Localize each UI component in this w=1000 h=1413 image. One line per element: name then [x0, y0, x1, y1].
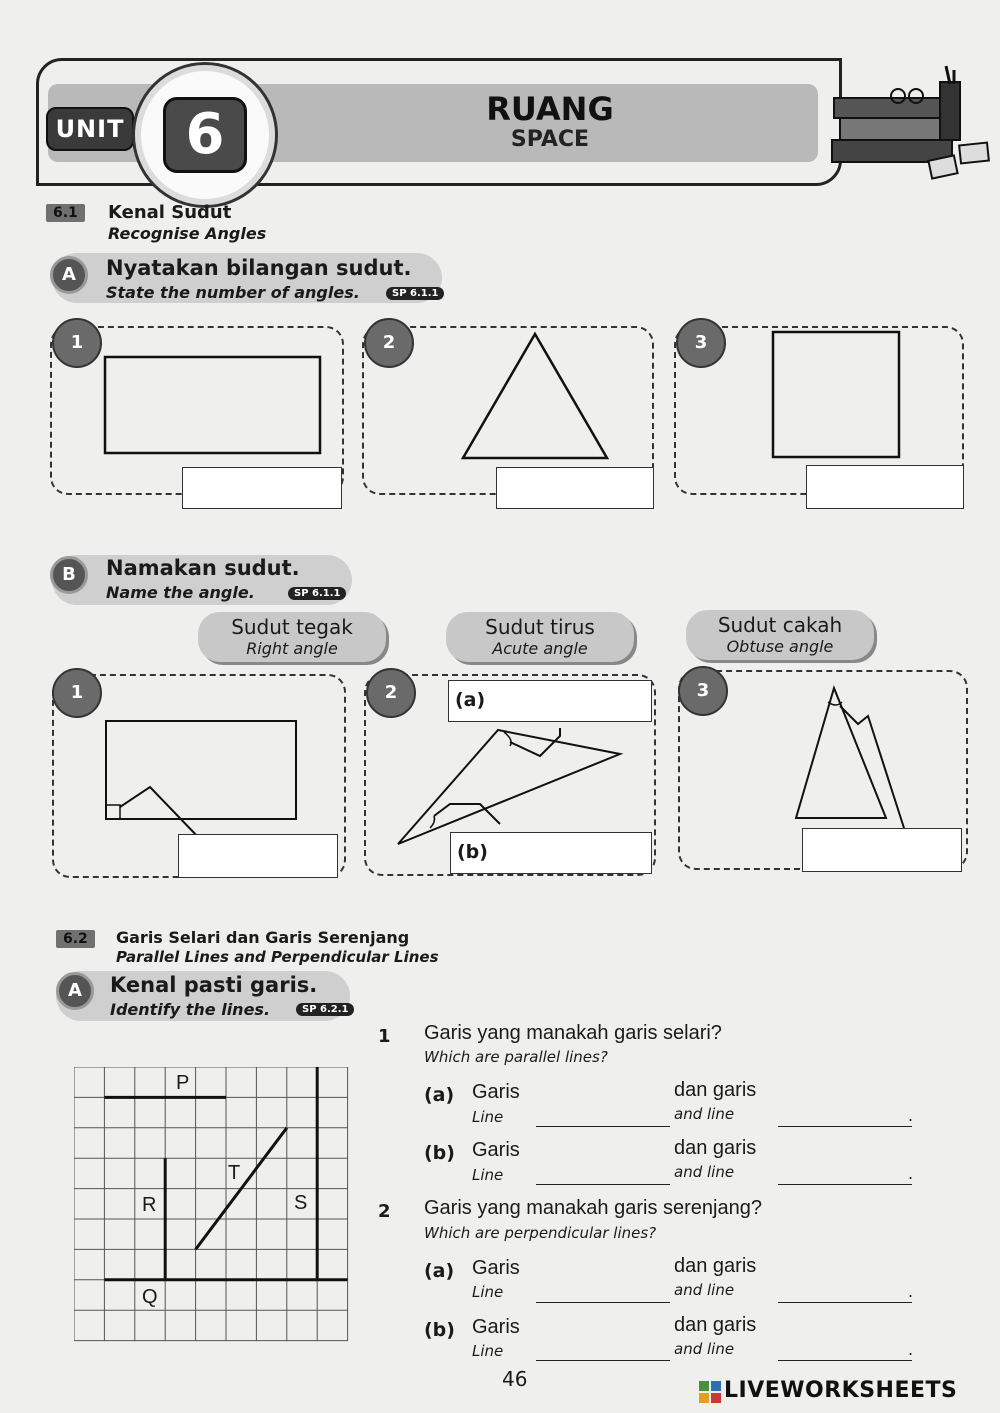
liveworksheets-logo-icon: [698, 1380, 722, 1404]
q1b-word-line: Garis: [472, 1139, 520, 1161]
rectangle-shape: [100, 352, 325, 457]
q2-part-b-letter: (b): [424, 1319, 455, 1341]
item-number-badge: 2: [366, 668, 416, 718]
angle-count-input-1[interactable]: [183, 468, 341, 508]
acute-triangle-figure: [790, 684, 910, 834]
q1b-period: .: [908, 1164, 914, 1183]
books-illustration-icon: [820, 62, 998, 184]
unit-label: UNIT: [46, 107, 134, 151]
part-b-letter: B: [50, 556, 88, 594]
item-number-badge: 1: [52, 318, 102, 368]
page-subtitle: SPACE: [510, 127, 590, 152]
q1a-word-line: Garis: [472, 1081, 520, 1103]
label-b: (b): [457, 841, 488, 863]
grid-label-t: T: [228, 1162, 241, 1184]
part-a2-subtitle: Identify the lines.: [110, 1000, 271, 1019]
question-sub-2: Which are perpendicular lines?: [424, 1224, 657, 1242]
section-subtitle-6-1: Recognise Angles: [108, 224, 267, 243]
brand-name: LIVEWORKSHEETS: [724, 1378, 958, 1403]
q1a-answer-2[interactable]: [778, 1102, 912, 1127]
name-angle-answer-2b[interactable]: [450, 832, 652, 874]
part-a-subtitle: State the number of angles.: [106, 283, 360, 302]
section-title-6-2: Garis Selari dan Garis Serenjang: [116, 928, 410, 947]
name-angle-input-3[interactable]: [803, 829, 961, 871]
part-b-title: Namakan sudut.: [106, 556, 300, 580]
angle-count-answer-1[interactable]: [182, 467, 342, 509]
option-right-angle[interactable]: [198, 612, 386, 662]
part-a2-title: Kenal pasti garis.: [110, 973, 318, 997]
option-obtuse-angle[interactable]: [686, 610, 874, 660]
item-number-badge: 2: [364, 318, 414, 368]
label-a: (a): [455, 689, 486, 711]
item-number-badge: 3: [678, 666, 728, 716]
part-a2-letter: A: [56, 972, 94, 1010]
angle-count-answer-3[interactable]: [806, 465, 964, 509]
section-subtitle-6-2: Parallel Lines and Perpendicular Lines: [116, 948, 439, 966]
grid-label-q: Q: [142, 1286, 158, 1308]
q1a-answer-1[interactable]: [536, 1102, 670, 1127]
part-a2-sp-tag: SP 6.2.1: [296, 1003, 354, 1016]
q2b-answer-2[interactable]: [778, 1336, 912, 1361]
part-a-sp-tag: SP 6.1.1: [386, 287, 444, 300]
part-a-letter: A: [50, 256, 88, 294]
q1a-word-line-sub: Line: [472, 1108, 504, 1126]
question-sub-1: Which are parallel lines?: [424, 1048, 608, 1066]
option-right-angle-malay: Sudut tegak: [231, 615, 353, 639]
q2-part-a-letter: (a): [424, 1260, 455, 1282]
option-right-angle-english: Right angle: [246, 639, 338, 658]
item-number-badge: 3: [676, 318, 726, 368]
question-text-2: Garis yang manakah garis serenjang?: [424, 1197, 762, 1219]
q2a-word-and-sub: and line: [674, 1281, 735, 1299]
option-obtuse-angle-malay: Sudut cakah: [717, 613, 843, 637]
name-angle-answer-1[interactable]: [178, 834, 338, 878]
q2b-word-line: Garis: [472, 1316, 520, 1338]
angle-count-input-3[interactable]: [807, 466, 963, 508]
item-number-badge: 1: [52, 668, 102, 718]
part-a-title: Nyatakan bilangan sudut.: [106, 256, 412, 280]
q2b-word-and-sub: and line: [674, 1340, 735, 1358]
right-angle-figure: [100, 715, 305, 840]
angle-count-answer-2[interactable]: [496, 467, 654, 509]
question-number-2: 2: [378, 1201, 391, 1222]
q1b-word-line-sub: Line: [472, 1166, 504, 1184]
q2b-word-and: dan garis: [674, 1314, 757, 1336]
q1-part-a-letter: (a): [424, 1084, 455, 1106]
line-grid: [74, 1067, 350, 1343]
part-b-sp-tag: SP 6.1.1: [288, 587, 346, 600]
grid-label-p: P: [176, 1072, 190, 1094]
question-number-1: 1: [378, 1026, 391, 1047]
q2a-answer-1[interactable]: [536, 1278, 670, 1303]
q1-part-b-letter: (b): [424, 1142, 455, 1164]
name-angle-answer-2a[interactable]: [448, 680, 652, 722]
q1b-word-and: dan garis: [674, 1137, 757, 1159]
q2b-word-line-sub: Line: [472, 1342, 504, 1360]
q1a-word-and-sub: and line: [674, 1105, 735, 1123]
name-angle-answer-3[interactable]: [802, 828, 962, 872]
unit-number: 6: [163, 97, 247, 173]
q2a-period: .: [908, 1282, 914, 1301]
part-b-subtitle: Name the angle.: [106, 583, 255, 602]
section-tag-6-2: 6.2: [56, 930, 95, 948]
section-title-6-1: Kenal Sudut: [108, 202, 232, 223]
name-angle-input-1[interactable]: [179, 835, 337, 877]
q2b-answer-1[interactable]: [536, 1336, 670, 1361]
option-acute-angle-english: Acute angle: [492, 639, 588, 658]
option-acute-angle-malay: Sudut tirus: [485, 615, 595, 639]
question-text-1: Garis yang manakah garis selari?: [424, 1022, 722, 1044]
page-title: RUANG: [486, 90, 614, 128]
triangle-shape: [455, 330, 615, 462]
q2a-answer-2[interactable]: [778, 1278, 912, 1303]
section-tag-6-1: 6.1: [46, 204, 85, 222]
page-number: 46: [502, 1367, 528, 1391]
grid-label-s: S: [294, 1192, 308, 1214]
q2a-word-line-sub: Line: [472, 1283, 504, 1301]
option-acute-angle[interactable]: [446, 612, 634, 662]
q2a-word-and: dan garis: [674, 1255, 757, 1277]
option-obtuse-angle-english: Obtuse angle: [726, 637, 834, 656]
q1a-period: .: [908, 1106, 914, 1125]
q2a-word-line: Garis: [472, 1257, 520, 1279]
angle-count-input-2[interactable]: [497, 468, 653, 508]
q1b-answer-2[interactable]: [778, 1160, 912, 1185]
square-shape: [768, 328, 904, 460]
q1b-word-and-sub: and line: [674, 1163, 735, 1181]
q1b-answer-1[interactable]: [536, 1160, 670, 1185]
q1a-word-and: dan garis: [674, 1079, 757, 1101]
q2b-period: .: [908, 1340, 914, 1359]
grid-label-r: R: [142, 1194, 157, 1216]
